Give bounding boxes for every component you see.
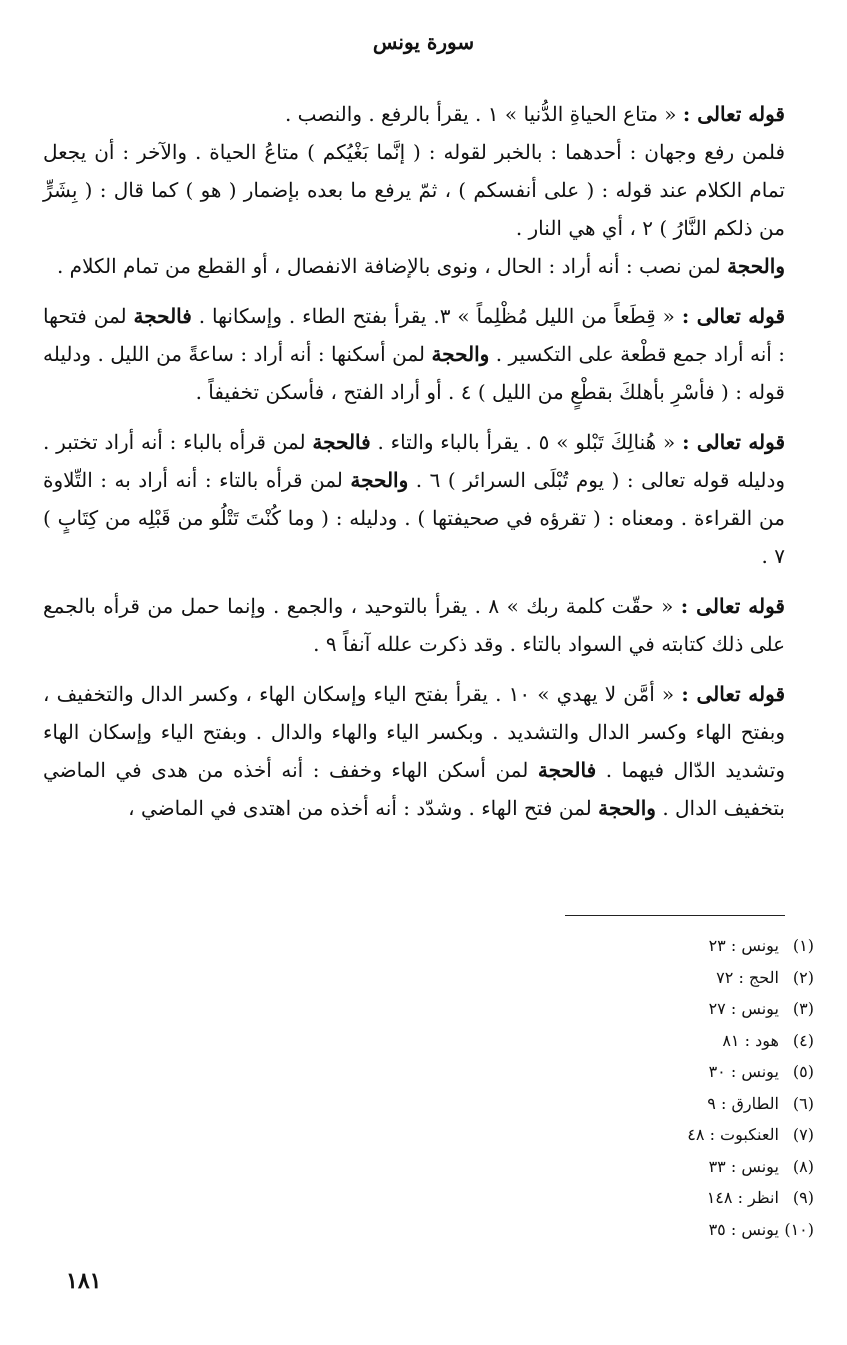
hujja-label: والحجة (727, 254, 785, 278)
footnote-number: (٨) (792, 1156, 814, 1176)
paragraph-5 (43, 675, 785, 827)
footnote-reference: الحج : ٧٢ (716, 967, 779, 987)
paragraph-4 (43, 587, 785, 663)
hujja-text: لمن نصب : أنه أراد : الحال ، ونوى بالإضافة الانفصال ، أو القطع من تمام الكلام . (56, 254, 721, 278)
page-number: ١٨١ (66, 1268, 102, 1294)
footnote-item (514, 1025, 814, 1057)
running-header: سورة يونس (372, 30, 475, 54)
footnote-item (514, 962, 814, 994)
verse-keyword: قوله تعالى : (681, 304, 786, 328)
verse-keyword: قوله تعالى : (681, 682, 786, 706)
hujja-text: لمن فتحها : أنه أراد جمع قطْعة على التكسير . (43, 304, 786, 366)
footnote-item (514, 1088, 814, 1120)
footnote-number: (٩) (792, 1188, 814, 1207)
body-text (43, 95, 785, 839)
footnote-reference: يونس : ٣٠ (708, 1062, 779, 1081)
paragraph-3 (43, 423, 785, 575)
hujja-text-2: لمن فتح الهاء . وشدّد : أنه أخذه من اهتدى في الماضي ، (128, 796, 592, 820)
footnote-number: (٣) (792, 999, 814, 1018)
footnote-item (514, 1151, 814, 1183)
paragraph-body: فلمن رفع وجهان : أحدهما : بالخبر لقوله : ( إنَّما بَغْيُكم ) متاعُ الحياة . والآخر : أن يجعل تمام الكلام عند قوله : ( على أنفسكم ) ، ثمّ يرفع ما بعده بإضمار ( هو ) كما قال : ( بِشَرٍّ من ذلكم النَّارُ ) ٢ ، أي هي النار . (43, 140, 785, 240)
hujja-text-2: لمن قرأه بالتاء : أنه أراد به : التِّلاوة من القراءة . ومعناه : ( تقرؤه في صحيفتها ) . ودليله : ( وما كُنْتَ تَتْلُو من قَبْلِه من كِتَابٍ ) ٧ . (43, 468, 785, 568)
footnote-item (514, 1119, 814, 1151)
paragraph-1 (43, 95, 785, 285)
hujja-label: فالحجة (537, 758, 597, 782)
footnote-item (514, 930, 814, 962)
footnote-number: (٦) (792, 1093, 814, 1113)
verse-text: « قِطَعاً من الليل مُظْلِماً » ٣. يقرأ بفتح الطاء . وإسكانها . (198, 304, 675, 328)
verse-keyword: قوله تعالى : (680, 594, 785, 618)
footnote-reference: يونس : ٣٣ (708, 1156, 779, 1176)
footnote-reference: هود : ٨١ (722, 1030, 779, 1050)
footnote-number: (١) (792, 936, 814, 955)
footnote-item (514, 1214, 814, 1246)
verse-text: « أمَّن لا يهدي » ١٠ . يقرأ بفتح الياء وإسكان الهاء ، وكسر الدال والتخفيف ، وبفتح الهاء وكسر الدال والتشديد . وبكسر الياء والهاء والدال . وبفتح الياء وإسكان الهاء وتشديد الدّال فيهما . (43, 682, 786, 782)
footnote-number: (٥) (792, 1062, 814, 1081)
verse-keyword: قوله تعالى : (682, 430, 786, 454)
verse-text: « هُنالِكَ تَبْلو » ٥ . يقرأ بالباء والتاء . (377, 430, 676, 454)
hujja-label: فالحجة (133, 304, 192, 328)
footnote-number: (٤) (792, 1030, 814, 1050)
verse-text: « متاع الحياةِ الدُّنيا » ١ . يقرأ بالرفع . والنصب . (284, 102, 677, 126)
footnote-reference: يونس : ٢٣ (708, 936, 779, 955)
hujja-label-2: والحجة (350, 468, 409, 492)
footnote-reference: يونس : ٣٥ (708, 1219, 779, 1239)
footnote-number: (٧) (792, 1125, 814, 1144)
footnote-divider (565, 915, 785, 916)
footnote-reference: يونس : ٢٧ (708, 999, 779, 1018)
footnote-reference: انظر : ١٤٨ (706, 1188, 779, 1207)
hujja-label-2: والحجة (598, 796, 656, 820)
verse-keyword: قوله تعالى : (682, 102, 785, 126)
footnotes-list (514, 930, 814, 1245)
hujja-text: لمن أسكن الهاء وخفف : أنه أخذه من هدى في الماضي بتخفيف الدال . (43, 758, 785, 820)
paragraph-2 (43, 297, 785, 411)
footnote-number: (٢) (792, 967, 814, 987)
hujja-label: فالحجة (312, 430, 371, 454)
footnote-reference: العنكبوت : ٤٨ (687, 1125, 779, 1144)
hujja-text-2: لمن أسكنها : أنه أراد : ساعةً من الليل . ودليله قوله : ( فأسْرِ بأهلكَ بقطْعٍ من الليل ) ٤ . أو أراد الفتح ، فأسكن تخفيفاً . (43, 342, 785, 404)
footnote-item (514, 1056, 814, 1088)
hujja-label-2: والحجة (431, 342, 490, 366)
verse-text: « حقّت كلمة ربك » ٨ . يقرأ بالتوحيد ، والجمع . وإنما حمل من قرأه بالجمع على ذلك كتابته في السواد بالتاء . وقد ذكرت علله آنفاً ٩ . (43, 594, 785, 656)
footnote-item (514, 993, 814, 1025)
footnote-item (514, 1182, 814, 1214)
hujja-text: لمن قرأه بالباء : أنه أراد تختبر . ودليله قوله تعالى : ( يوم تُبْلَى السرائر ) ٦ . (43, 430, 786, 492)
footnote-number: (١٠) (784, 1219, 814, 1239)
footnote-reference: الطارق : ٩ (707, 1093, 779, 1113)
